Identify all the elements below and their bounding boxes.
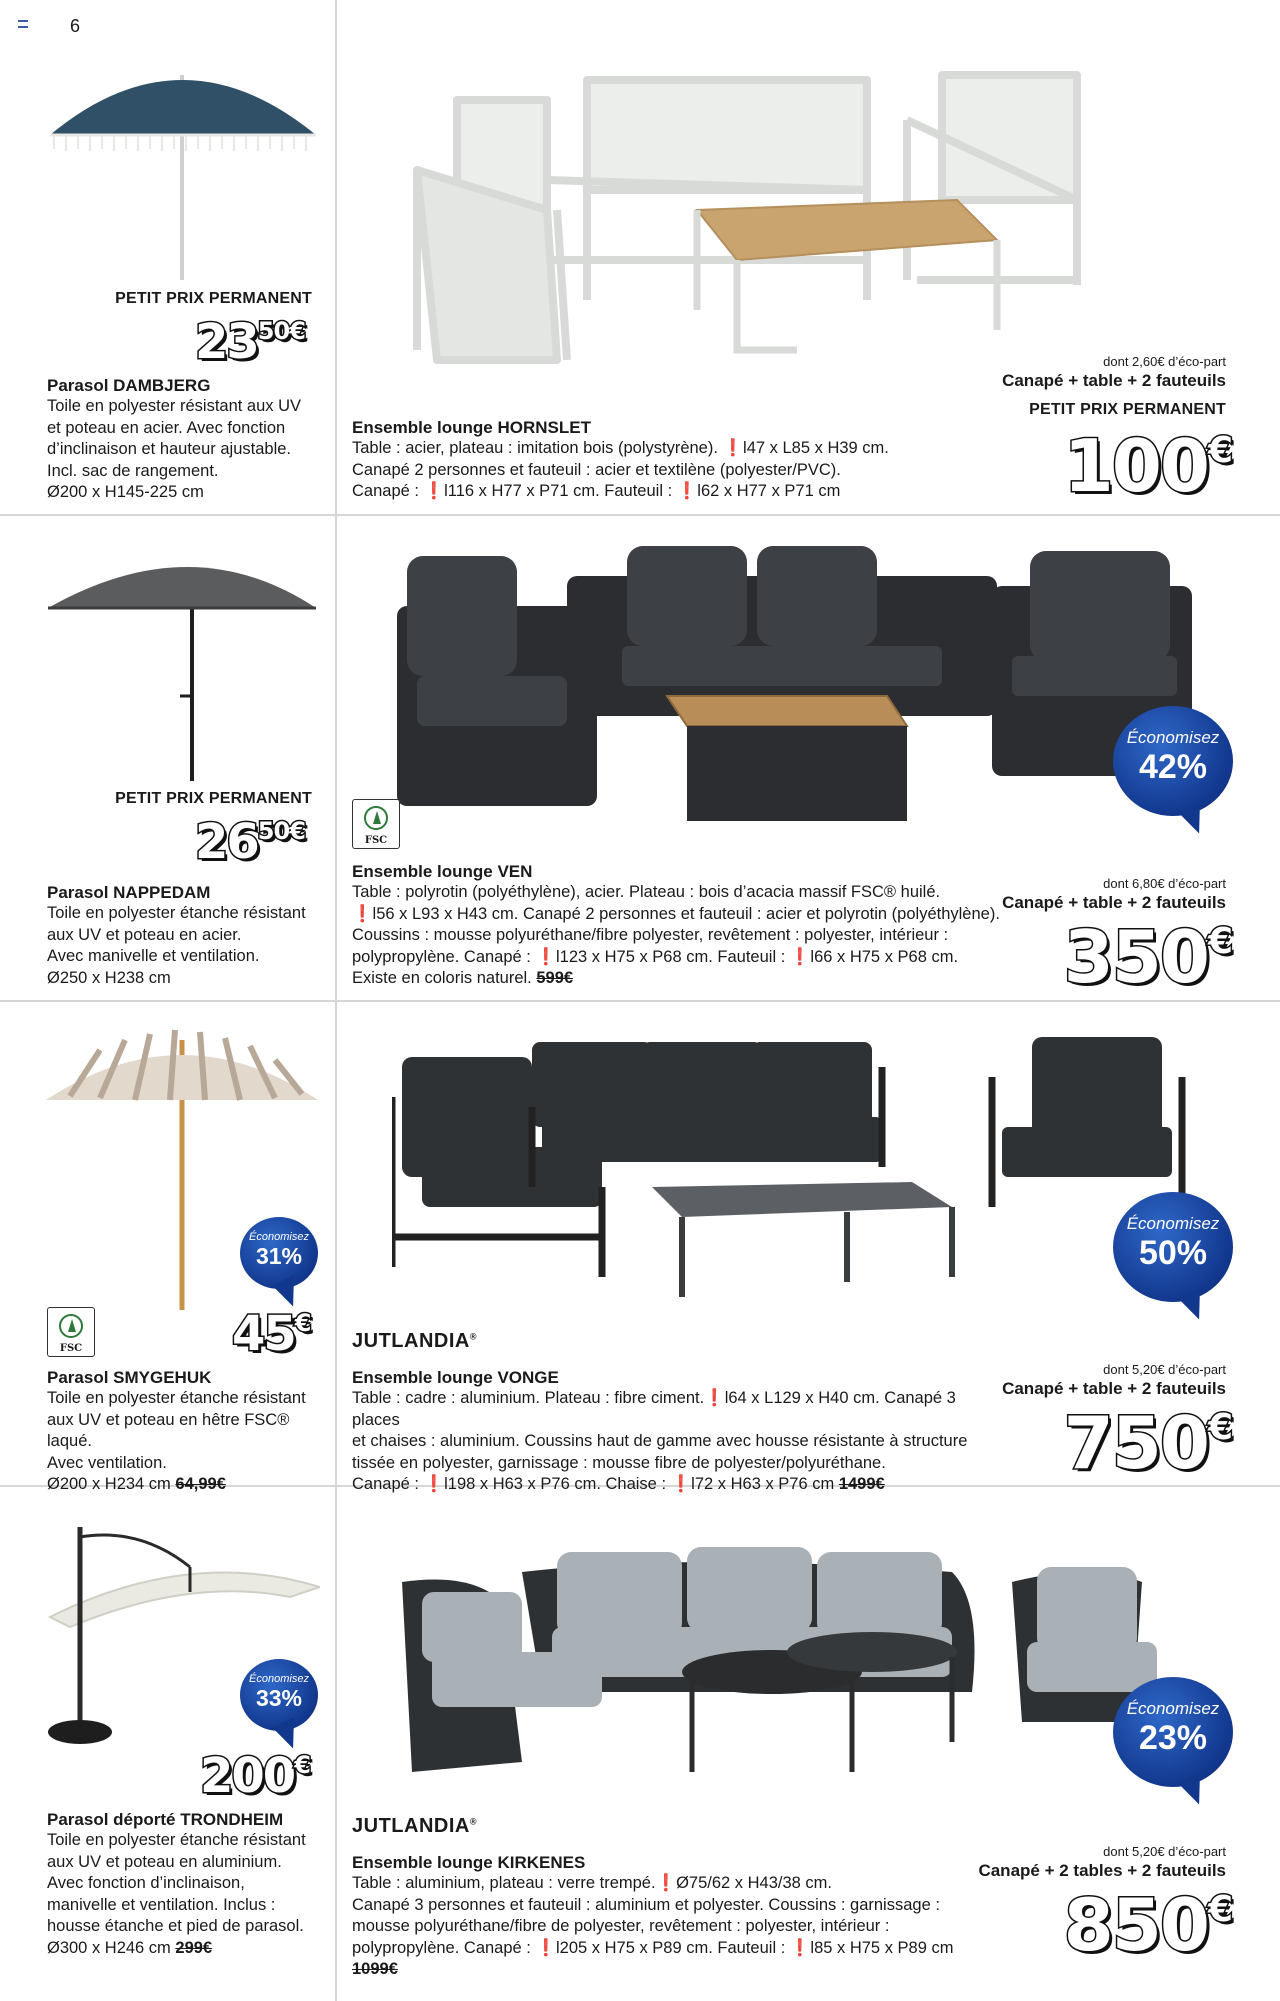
discount-badge: Économisez 42%: [1113, 706, 1233, 816]
old-price: 599€: [536, 969, 574, 987]
description-line: Ø200 x H234 cm 64,99€: [47, 1475, 226, 1493]
description-line: Toile en polyester résistant aux UV: [47, 397, 302, 415]
product-title: Parasol SMYGEHUK: [47, 1368, 212, 1387]
eco-part: dont 5,20€ d’éco-part: [1103, 1362, 1226, 1377]
old-price: 64,99€: [175, 1475, 226, 1493]
permanent-price-tag: PETIT PRIX PERMANENT: [115, 290, 312, 307]
description-line: Ø250 x H238 cm: [47, 968, 171, 987]
lounge-ven[interactable]: [337, 516, 1280, 1000]
description-line: Avec ventilation.: [47, 1453, 167, 1472]
description-line: Table : polyrotin (polyéthylène), acier. Plateau : bois d’acacia massif FSC® huilé.: [352, 883, 941, 901]
description-line: aux UV et poteau en acier.: [47, 925, 242, 944]
description-line: et chaises : aluminium. Coussins haut de gamme avec housse résistante à structure: [352, 1432, 968, 1450]
description-line: polypropylène. Canapé : ❗l123 x H75 x P68 cm. Fauteuil : ❗l66 x H75 x P68 cm.: [352, 947, 959, 966]
discount-badge: Économisez 31%: [240, 1217, 318, 1289]
price-hornslet: 100€: [1063, 424, 1232, 508]
discount-badge: Économisez 33%: [240, 1659, 318, 1731]
description-line: Toile en polyester étanche résistant: [47, 904, 306, 922]
description-line: Table : acier, plateau : imitation bois (polystyrène). ❗l47 x L85 x H39 cm.: [352, 439, 889, 457]
brand-logo-jutlandia: JUTLANDIA®: [352, 1815, 477, 1837]
price-smygehuk: 45€: [232, 1306, 311, 1362]
product-title: Ensemble lounge KIRKENES: [352, 1853, 586, 1872]
description-line: Toile en polyester étanche résistant: [47, 1831, 306, 1849]
product-row-kirkenes: [0, 1487, 1280, 2001]
old-price: 1499€: [838, 1475, 885, 1493]
permanent-price-tag: PETIT PRIX PERMANENT: [1029, 401, 1226, 418]
eco-part: dont 6,80€ d’éco-part: [1103, 876, 1226, 891]
parasol-nappedam[interactable]: [0, 516, 335, 1000]
fsc-logo: FSC: [47, 1307, 95, 1357]
price-nappedam: $26^{50€}$: [195, 814, 305, 870]
description-line: Avec fonction d’inclinaison,: [47, 1874, 245, 1892]
description-line: mousse polyuréthane/fibre de polyester, revêtement : polyester, intérieur :: [352, 1917, 890, 1935]
discount-badge: Économisez 23%: [1113, 1677, 1233, 1787]
product-row-vonge: [0, 1002, 1280, 1493]
product-title: Parasol déporté TRONDHEIM: [47, 1810, 284, 1829]
price-vonge: 750€: [1063, 1401, 1232, 1485]
description-line: polypropylène. Canapé : ❗l205 x H75 x P89 cm. Fauteuil : ❗l85 x H75 x P89 cm 1099€: [352, 1938, 954, 1978]
eco-part: dont 2,60€ d’éco-part: [1103, 354, 1226, 369]
lounge-hornslet[interactable]: [337, 0, 1280, 514]
parasol-smygehuk[interactable]: [0, 1002, 335, 1493]
parasol-dambjerg[interactable]: [0, 0, 335, 514]
old-price: 299€: [175, 1938, 213, 1957]
fsc-logo: FSC: [352, 799, 400, 849]
lounge-hornslet-image: [397, 60, 1227, 370]
description-line: et poteau en acier. Avec fonction: [47, 418, 286, 437]
description-line: Canapé 3 personnes et fauteuil : aluminium et polyester. Coussins : garnissage :: [352, 1895, 940, 1914]
description-line: Canapé 2 personnes et fauteuil : acier et textilène (polyester/PVC).: [352, 460, 841, 479]
discount-badge: Économisez 50%: [1113, 1192, 1233, 1302]
old-price: 1099€: [352, 1960, 398, 1978]
product-title: Ensemble lounge VONGE: [352, 1368, 559, 1387]
description-line: Existe en coloris naturel. 599€: [352, 969, 574, 987]
description-line: Table : cadre : aluminium. Plateau : fibre ciment.❗l64 x L129 x H40 cm. Canapé 3 places: [352, 1389, 956, 1429]
description-line: manivelle et ventilation. Inclus :: [47, 1895, 276, 1914]
lounge-vonge[interactable]: [337, 1002, 1280, 1493]
description-line: Ø300 x H246 cm 299€: [47, 1938, 213, 1957]
description-line: Ø200 x H145-225 cm: [47, 483, 204, 501]
product-row-hornslet: [0, 0, 1280, 514]
description-line: Canapé : ❗l198 x H63 x P76 cm. Chaise : ❗l72 x H63 x P76 cm 1499€: [352, 1475, 885, 1493]
price-dambjerg: $23^{50€}$: [195, 314, 305, 370]
product-title: Parasol NAPPEDAM: [47, 883, 211, 902]
set-composition: Canapé + table + 2 fauteuils: [1002, 893, 1226, 912]
parasol-trondheim[interactable]: [0, 1487, 335, 2001]
description-line: Canapé : ❗l116 x H77 x P71 cm. Fauteuil : ❗l62 x H77 x P71 cm: [352, 482, 841, 500]
description-line: Table : aluminium, plateau : verre trempé.❗Ø75/62 x H43/38 cm.: [352, 1874, 833, 1892]
parasol-nappedam-image: [40, 536, 320, 786]
eco-part: dont 5,20€ d’éco-part: [1103, 1844, 1226, 1859]
lounge-ven-image: [397, 546, 1197, 846]
description-line: ❗l56 x L93 x H43 cm. Canapé 2 personnes et fauteuil : acier et polyrotin (polyéthylène).: [352, 904, 1000, 923]
price-trondheim: 200€: [200, 1748, 310, 1804]
price-kirkenes: 850€: [1063, 1883, 1232, 1967]
set-composition: Canapé + table + 2 fauteuils: [1002, 1379, 1226, 1398]
description-line: tissée en polyester, garnissage : mousse fibre de polyester/polyuréthane.: [352, 1453, 886, 1472]
price-ven: 350€: [1063, 915, 1232, 999]
description-line: housse étanche et pied de parasol.: [47, 1917, 304, 1935]
page-number: 6: [70, 16, 81, 36]
parasol-dambjerg-image: [40, 45, 320, 285]
set-composition: Canapé + 2 tables + 2 fauteuils: [978, 1861, 1226, 1880]
description-line: Incl. sac de rangement.: [47, 461, 219, 480]
product-title: Ensemble lounge HORNSLET: [352, 418, 591, 437]
description-line: Toile en polyester étanche résistant: [47, 1389, 306, 1407]
permanent-price-tag: PETIT PRIX PERMANENT: [115, 790, 312, 807]
lounge-vonge-image: [392, 1037, 1212, 1297]
description-line: aux UV et poteau en hêtre FSC® laqué.: [47, 1410, 290, 1450]
product-row-ven: [0, 516, 1280, 1000]
description-line: d’inclinaison et hauteur ajustable.: [47, 440, 291, 458]
brand-logo-jutlandia: JUTLANDIA®: [352, 1330, 477, 1352]
product-title: Ensemble lounge VEN: [352, 862, 533, 881]
product-title: Parasol DAMBJERG: [47, 376, 211, 395]
lounge-kirkenes-image: [392, 1542, 1212, 1812]
description-line: Avec manivelle et ventilation.: [47, 947, 260, 965]
set-composition: Canapé + table + 2 fauteuils: [1002, 371, 1226, 390]
lounge-kirkenes[interactable]: [337, 1487, 1280, 2001]
description-line: aux UV et poteau en aluminium.: [47, 1852, 282, 1871]
description-line: Coussins : mousse polyuréthane/fibre polyester, revêtement : polyester, intérieur :: [352, 926, 949, 944]
